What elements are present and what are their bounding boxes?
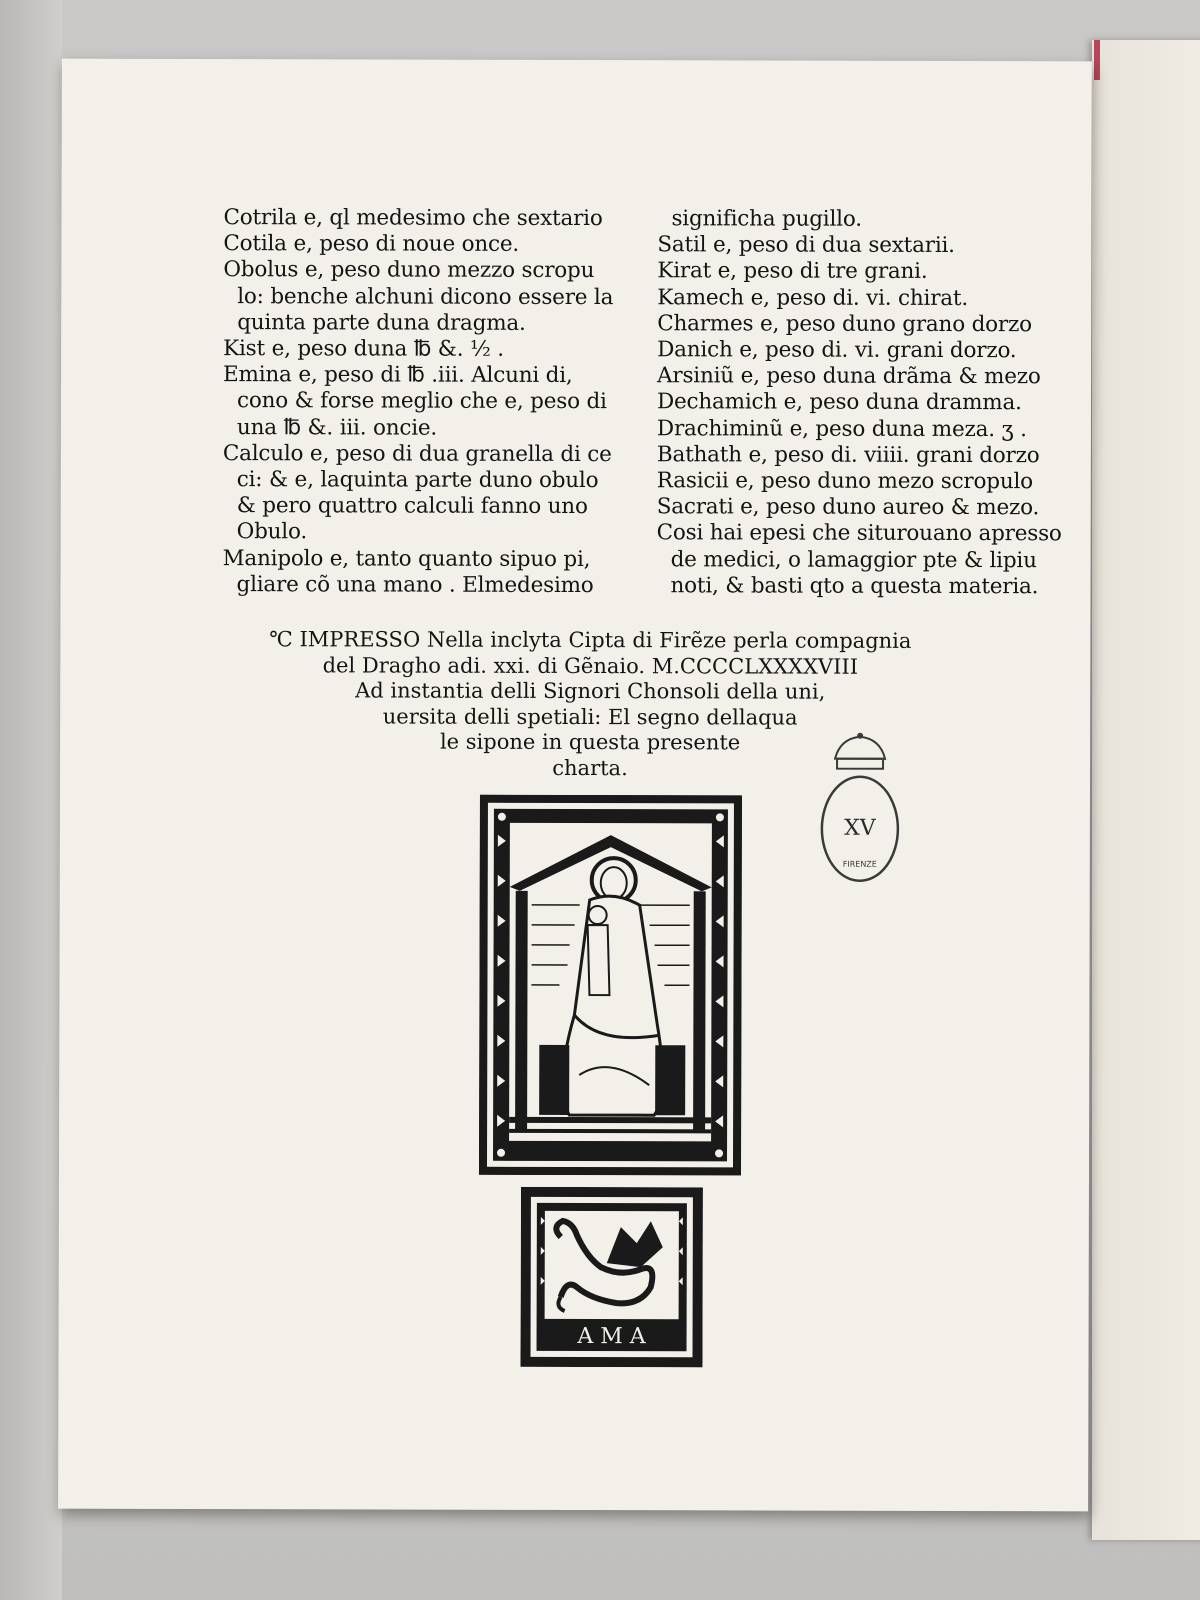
- text-line: Cotila e, peso di noue once.: [223, 231, 520, 258]
- dragon-mark-letters: A M A: [577, 1324, 646, 1350]
- stamp-text: XV: [844, 815, 876, 841]
- colophon-line: charta.: [552, 755, 628, 780]
- text-line: de medici, o lamaggior pte & lipiu: [670, 546, 1037, 573]
- text-line: gliare cõ una mano . Elmedesimo: [236, 571, 594, 598]
- text-line: Satil e, peso di dua sextarii.: [657, 232, 955, 259]
- text-line: una ℔ &. iii. oncie.: [236, 414, 438, 441]
- book-page: [58, 59, 1092, 1512]
- text-line: Charmes e, peso duno grano dorzo: [657, 311, 1032, 338]
- text-line: Emina e, peso di ℔ .iii. Alcuni di,: [223, 362, 573, 389]
- text-line: Obulo.: [236, 519, 308, 545]
- text-line: cono & forse meglio che e, peso di: [236, 388, 607, 415]
- text-line: Dechamich e, peso duna dramma.: [656, 389, 1022, 416]
- colophon-line: ℃ IMPRESSO Nella inclyta Cipta di Firẽze perla compagnia: [269, 627, 912, 653]
- text-line: significha pugillo.: [671, 206, 862, 232]
- colophon-line: uersita delli spetiali: El segno dellaqua: [382, 703, 798, 730]
- text-line: Danich e, peso di. vi. grani dorzo.: [657, 337, 1017, 364]
- text-line: Sacrati e, peso duno aureo & mezo.: [656, 494, 1040, 521]
- stamp-legend: FIRENZE: [842, 859, 877, 869]
- spine-ribbon: [1094, 40, 1100, 80]
- text-column-left: [222, 205, 614, 599]
- text-line: quinta parte duna dragma.: [237, 309, 526, 336]
- text-line: Kamech e, peso di. vi. chirat.: [657, 284, 969, 311]
- text-line: Obolus e, peso duno mezzo scropu: [223, 257, 595, 284]
- colophon-line: del Dragho adi. xxi. di Gẽnaio. M.CCCCLXXXXVIII: [322, 652, 859, 679]
- text-line: Drachiminũ e, peso duna meza. ʒ .: [656, 415, 1027, 442]
- text-line: Rasicii e, peso duno mezo scropulo: [656, 468, 1033, 495]
- library-stamp: [815, 729, 905, 904]
- text-line: Manipolo e, tanto quanto sipuo pi,: [222, 545, 591, 572]
- text-line: ci: & e, laquinta parte duno obulo: [236, 467, 599, 494]
- text-line: Kist e, peso duna ℔ &. ½ .: [223, 336, 504, 362]
- text-line: lo: benche alchuni dicono essere la: [237, 283, 614, 310]
- text-line: & pero quattro calculi fanno uno: [236, 493, 588, 520]
- background-shadow: [0, 0, 62, 1600]
- text-line: Cotrila e, ql medesimo che sextario: [223, 205, 603, 232]
- text-line: Cosi hai epesi che siturouano apresso: [656, 520, 1062, 547]
- text-line: Bathath e, peso di. viiii. grani dorzo: [656, 442, 1040, 469]
- text-line: noti, & basti qto a questa materia.: [670, 573, 1039, 600]
- text-line: Calculo e, peso di dua granella di ce: [222, 440, 612, 467]
- text-line: Arsiniũ e, peso duna drãma & mezo: [657, 363, 1041, 390]
- colophon-line: le sipone in questa presente: [439, 729, 741, 755]
- facing-page-edge: [1092, 40, 1200, 1540]
- madonna-woodcut-image: [479, 795, 742, 1176]
- dragon-printers-mark: [520, 1187, 702, 1367]
- text-column-right: [656, 206, 1062, 600]
- colophon-line: Ad instantia delli Signori Chonsoli della uni,: [355, 678, 826, 704]
- text-line: Kirat e, peso di tre grani.: [657, 258, 928, 285]
